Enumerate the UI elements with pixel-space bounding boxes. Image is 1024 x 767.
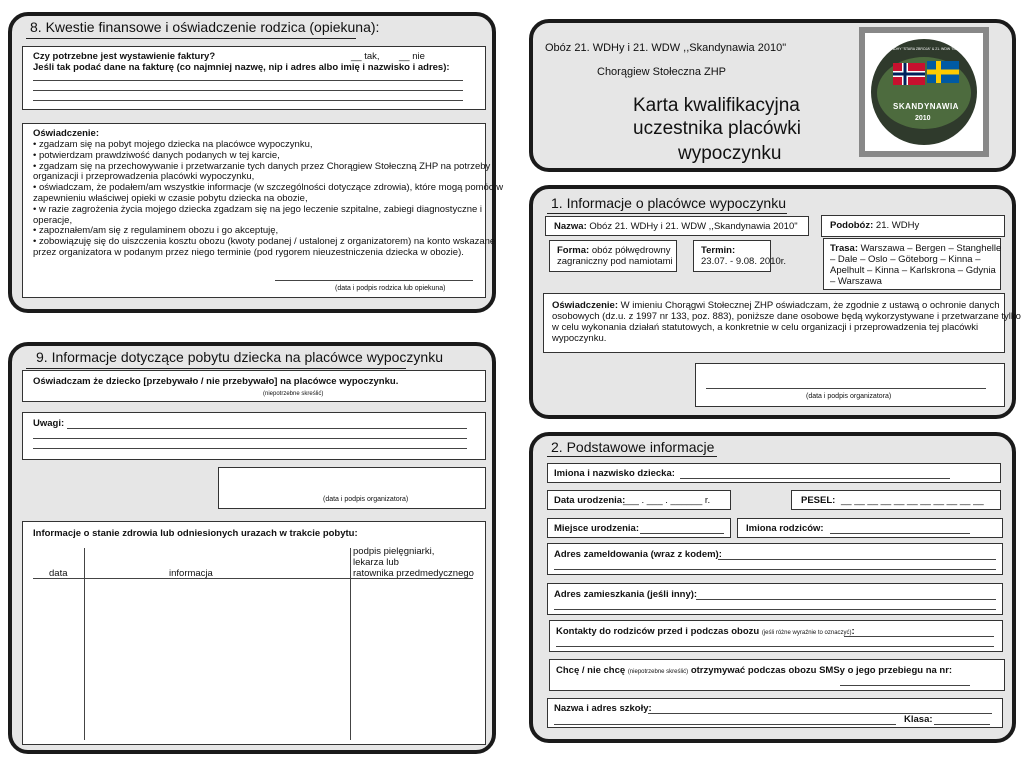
camp-name-value: Obóz 21. WDHy i 21. WDW ,,Skandynawia 2010" [589,221,798,232]
sms-field [556,665,952,678]
health-table-header-line [33,578,473,579]
remarks-label: Uwagi: [33,418,65,429]
stay-declaration: Oświadczam że dziecko [przebywało / nie przebywało] na placówce wypoczynku. [33,376,399,387]
route-field [830,243,1001,254]
birthplace-label: Miejsce urodzenia: [554,523,639,534]
route-label: Trasa: [830,243,858,254]
pesel-box [791,490,1001,510]
dob-input[interactable]: ___ . ___ . ______ r. [623,495,711,506]
term-value: 23.07. - 9.08. 2010r. [701,256,787,267]
parents-contacts-field: Kontakty do rodziców przed i podczas obozu (jeśli różne wyraźnie to oznaczyć): [556,626,855,637]
school-input-2[interactable] [554,724,896,725]
form-title-line-2: uczestnika placówki [633,118,801,139]
parent-signature-line[interactable] [275,280,473,281]
declaration-line: przez organizatora w podanym przez niego terminie (pod rygorem nieuzestniczenia dziecka w obozie). [33,247,464,258]
organizer-declaration-box [543,293,1021,353]
sms-choice: Chcę / nie chcę [556,665,626,676]
residence-address-box [547,583,1003,615]
route-line-4: – Warszawa [830,276,882,287]
registered-address-box [547,543,1003,575]
parents-contacts-input-1[interactable] [844,636,994,637]
form-field [557,245,671,256]
camp-name-field [554,221,798,232]
residence-address-input-1[interactable] [696,599,996,600]
parents-contacts-label: Kontakty do rodziców przed i podczas obozu [556,626,760,637]
section-2-title: 2. Podstawowe informacje [551,439,715,455]
health-info-box [22,521,486,745]
parents-names-label: Imiona rodziców: [746,523,824,534]
camp-name-label: Nazwa: [554,221,587,232]
logo-year: 2010 [915,115,931,122]
logo-frame [859,27,989,157]
parent-declaration-box [22,123,504,298]
route-box [823,238,1001,290]
organizer-declaration-text: W imieniu Chorągwi Stołecznej ZHP oświadczam, że zgodnie z ustawą o ochronie danych [620,300,1000,311]
section-8-panel [8,12,504,313]
term-box [693,240,787,272]
invoice-line-3[interactable] [33,100,463,101]
child-names-input[interactable] [680,478,950,479]
info-column-header: informacja [169,568,213,579]
declaration-line: • potwierdzam prawdziwość danych podanych w tej karcie, [33,149,280,161]
class-input[interactable] [934,724,990,725]
form-value-line-2: zagraniczny pod namiotami [557,256,673,267]
organizer-signature-box [695,363,1005,407]
school-label: Nazwa i adres szkoły: [554,703,652,714]
title-underline [547,456,717,457]
strike-note: (niepotrzebne skreślić) [263,391,324,397]
remarks-line-2[interactable] [33,438,467,439]
title-underline [26,38,356,39]
declaration-line: • oświadczam, że podałem/am wszystkie informacje (w szczególności dotyczące zdrowia), które mogą pomóc w [33,182,504,194]
subcamp-box [821,215,1005,237]
sms-number-input[interactable] [840,685,970,686]
subcamp-value: 21. WDHy [875,220,920,231]
declaration-line: • zapoznałem/am się z regulaminem obozu i go akceptuję, [33,225,279,237]
form-label: Forma: [557,245,590,256]
route-line-2: – Dale – Oslo – Göteborg – Kinna – [830,254,981,265]
birthplace-box [547,518,731,538]
organization: Chorągiew Stołeczna ZHP [597,66,727,78]
school-box [547,698,1003,728]
residence-address-input-2[interactable] [554,609,996,610]
header-panel [529,19,1016,172]
parents-contacts-input-2[interactable] [556,646,994,647]
parent-signature-caption: (data i podpis rodzica lub opiekuna) [335,285,446,292]
declaration-line: • zgadzam się na pobyt mojego dziecka na placówce wypoczynku, [33,139,313,150]
section-9-panel [8,342,496,754]
invoice-box [22,46,486,110]
declaration-line: organizacji i przeprowadzenia placówki wypoczynku, [33,171,255,183]
subcamp-label: Podobóz: [830,220,874,231]
invoice-line-2[interactable] [33,90,463,91]
section-2-panel [529,432,1016,743]
pesel-input[interactable]: __ __ __ __ __ __ __ __ __ __ __ [841,495,984,506]
invoice-instructions: Jeśli tak podać dane na fakturę (co najmniej nazwę, nip i adres albo imię i nazwisko i adres): [33,62,450,73]
registered-address-input-2[interactable] [554,569,996,570]
class-label: Klasa: [904,714,933,725]
health-table-col-divider-2 [350,548,351,740]
declaration-line: • w razie zagrożenia życia mojego dziecka zgadzam się na jego leczenie szpitalne, zabiegi diagnostyczne i [33,203,483,215]
invoice-no[interactable]: __ nie [399,51,425,62]
health-table-col-divider-1 [84,548,85,740]
dob-box [547,490,731,510]
remarks-box [22,412,486,460]
sms-box [549,659,1005,691]
remarks-line-3[interactable] [33,448,467,449]
dob-label: Data urodzenia: [554,495,626,506]
pesel-label: PESEL: [801,495,836,506]
remarks-line-1[interactable] [67,428,467,429]
form-value: obóz półwędrowny [591,245,671,256]
registered-address-label: Adres zameldowania (wraz z kodem): [554,549,722,560]
organizer-declaration-line-2: osobowych (dz.u. z 1997 nr 133, poz. 883), poniższe dane osobowe będą wykorzystywane i przetwarzane tylko [552,311,1021,322]
declaration-line: operacje, [33,214,73,226]
organizer-signature-caption: (data i podpis organizatora) [323,496,409,503]
organizer-declaration-line-4: wypoczynku. [552,333,607,344]
organizer-signature-caption: (data i podpis organizatora) [806,393,892,400]
parents-contacts-box [549,620,1003,652]
parents-names-box [737,518,1003,538]
route-line-3: Apelhult – Kinna – Karlskrona – Gdynia [830,265,996,276]
declaration-title: Oświadczenie: [33,128,99,139]
organizer-declaration-label: Oświadczenie: [552,300,618,311]
subcamp-field [830,220,919,231]
organizer-signature-box [218,467,486,509]
residence-address-label: Adres zamieszkania (jeśli inny): [554,589,698,600]
sweden-flag-icon [927,61,959,83]
title-underline [547,213,787,214]
section-9-title: 9. Informacje dotyczące pobytu dziecka na placówce wypoczynku [36,349,443,365]
organizer-declaration-line-1 [552,300,1000,311]
logo-name: SKANDYNAWIA [893,102,959,111]
sms-text: otrzymywać podczas obozu SMSy o jego przebiegu na nr: [690,665,953,676]
organizer-signature-line[interactable] [706,388,986,389]
sms-note: (niepotrzebne skreślić) [627,669,689,675]
parents-names-input[interactable] [830,533,970,534]
form-box [549,240,677,272]
declaration-line: zapewnieniu właściwej opieki w czasie pobytu dziecka na obozie, [33,193,308,204]
sign-column-header-3: ratownika przedmedycznego [353,568,474,579]
logo-top-text: 21. WDHY "STARA ZBROJA" & 21. WDW "BOROWIK" [885,47,971,51]
title-underline [26,368,406,369]
health-info-title: Informacje o stanie zdrowia lub odniesionych urazach w trakcie pobytu: [33,528,358,539]
invoice-question: Czy potrzebne jest wystawienie faktury? [33,51,216,62]
parents-contacts-note: (jeśli różne wyraźnie to oznaczyć) [761,630,852,636]
stay-declaration-box [22,370,486,402]
form-title-line-3: wypoczynku [678,143,782,164]
section-8-title: 8. Kwestie finansowe i oświadczenie rodzica (opiekuna): [30,19,380,35]
section-1-panel [529,185,1021,419]
camp-name: Obóz 21. WDHy i 21. WDW ,,Skandynawia 2010" [545,42,787,54]
declaration-line: • zobowiązuję się do uiszczenia kosztu obozu (kwoty podanej / ustalonej z organizatorem) na konto wskazane [33,236,496,248]
invoice-line-1[interactable] [33,80,463,81]
organizer-declaration-line-3: w celu wykonania działań statutowych, a konkretnie w celu organizacji i przeprowadzenia tej placówki [552,322,979,333]
invoice-yes[interactable]: __ tak, [351,51,380,62]
school-input-1[interactable] [648,713,992,714]
term-label: Termin: [701,245,736,256]
camp-name-box [545,216,809,236]
logo-emblem [871,39,977,145]
sign-column-header-2: lekarza lub [353,557,399,568]
birthplace-input[interactable] [640,533,724,534]
norway-flag-icon [893,63,925,85]
route-line-1: Warszawa – Bergen – Stanghelle [860,243,1002,254]
child-names-box [547,463,1001,483]
date-column-header: data [49,568,68,579]
declaration-line: • zgadzam się na przechowywanie i przetwarzanie tych danych przez Chorągiew Stołeczną ZHP na potrzeby [33,160,491,172]
sign-column-header-1: podpis pielęgniarki, [353,546,435,557]
section-1-title: 1. Informacje o placówce wypoczynku [551,195,786,211]
child-names-label: Imiona i nazwisko dziecka: [554,468,675,479]
form-title-line-1: Karta kwalifikacyjna [633,95,800,116]
registered-address-input-1[interactable] [718,559,996,560]
